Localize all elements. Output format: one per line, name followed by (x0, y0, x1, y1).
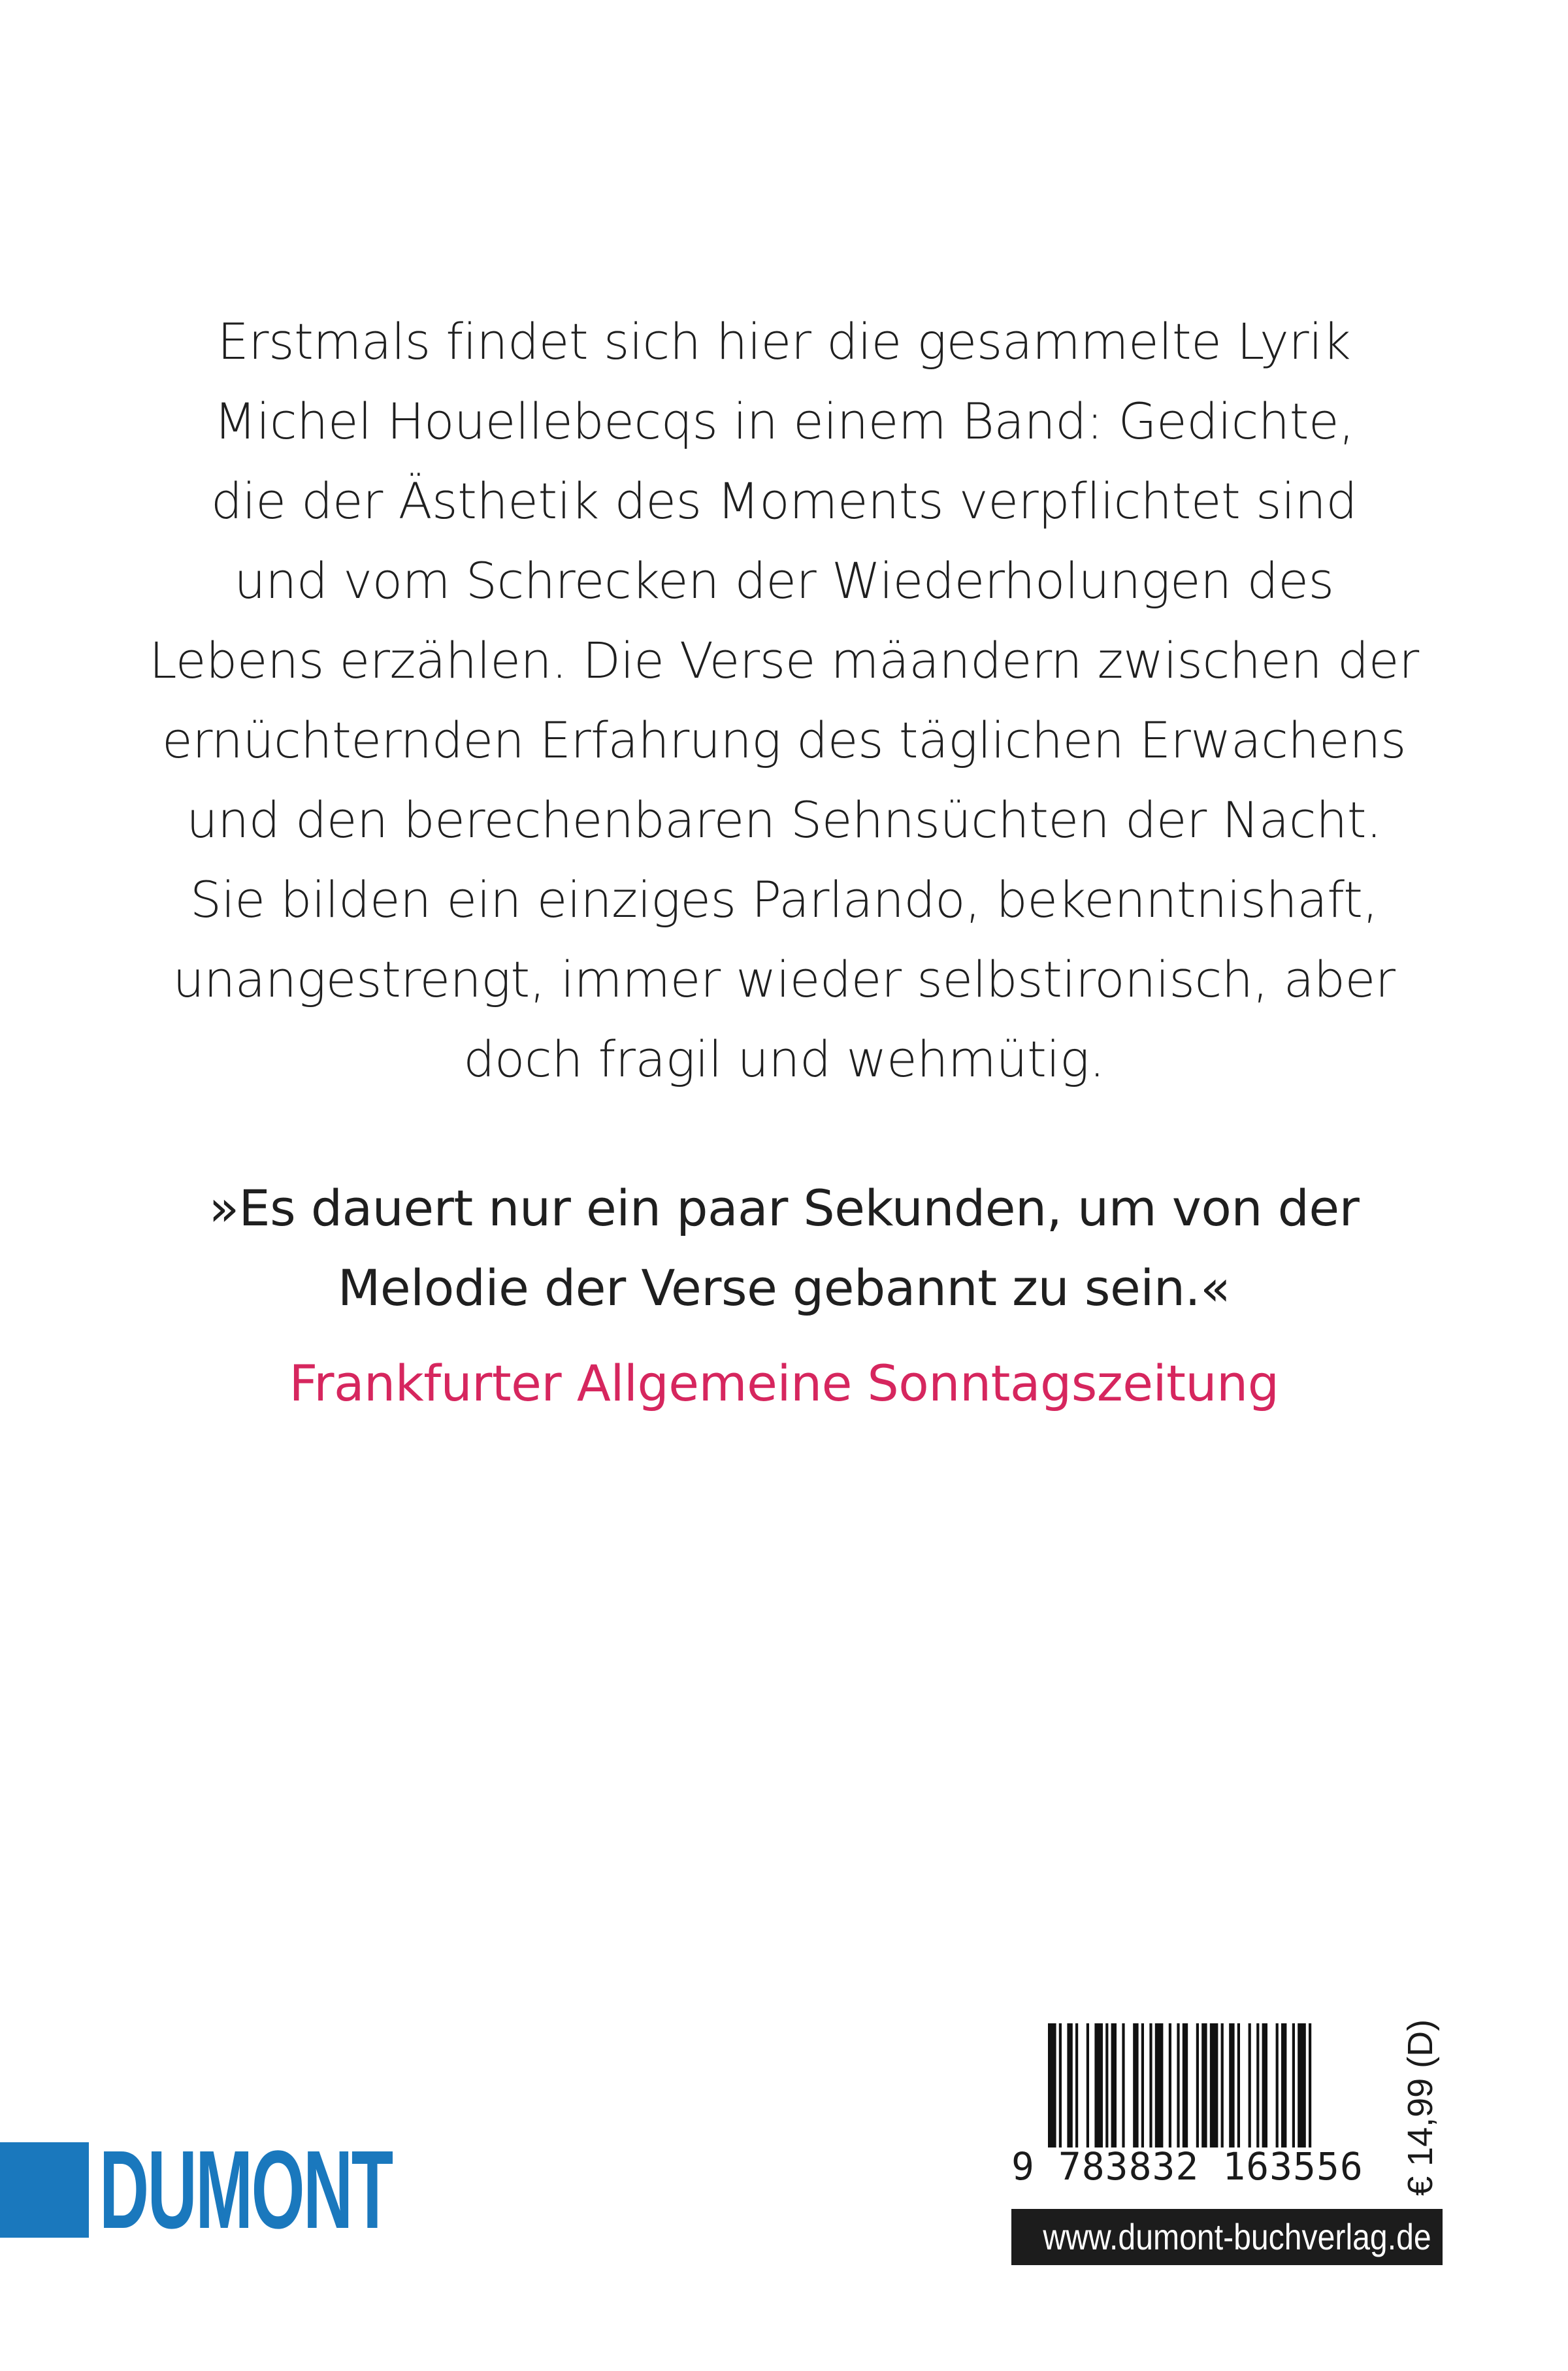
publisher-logo: DUMONT (99, 2128, 392, 2252)
blurb-line: Lebens erzählen. Die Verse mäandern zwischen der (149, 631, 1419, 689)
price-label: € 14,99 (D) (1401, 2019, 1440, 2196)
blurb-line: Michel Houellebecqs in einem Band: Gedichte, (214, 392, 1354, 450)
publisher-url-text: www.dumont-buchverlag.de (1043, 2216, 1431, 2257)
quote-line: Melodie der Verse gebannt zu sein.« (337, 1259, 1231, 1317)
price-label-wrap (1399, 2019, 1441, 2196)
publisher-url[interactable] (1011, 2209, 1443, 2265)
blurb-line: ernüchternden Erfahrung des täglichen Erwachens (162, 711, 1406, 769)
blurb-line: Erstmals findet sich hier die gesammelte Lyrik (217, 312, 1351, 371)
blurb-line: die der Ästhetik des Moments verpflichtet sind (210, 472, 1358, 530)
quote-line: »Es dauert nur ein paar Sekunden, um von der (208, 1179, 1360, 1237)
blurb-line: Sie bilden ein einziges Parlando, bekenntnishaft, (189, 870, 1379, 929)
blurb-line: doch fragil und wehmütig. (463, 1030, 1105, 1088)
isbn-number: 9 783832 163556 (1011, 2144, 1364, 2189)
barcode-icon (1045, 2023, 1398, 2147)
quote-source: Frankfurter Allgemeine Sonntagszeitung (289, 1354, 1279, 1412)
blurb-line: unangestrengt, immer wieder selbstironisch, aber (172, 950, 1396, 1008)
publisher-logo-bar (0, 2142, 89, 2238)
blurb-text (0, 302, 1568, 1099)
review-quote (0, 1169, 1568, 1328)
blurb-line: und den berechenbaren Sehnsüchten der Nacht. (186, 791, 1382, 849)
blurb-line: und vom Schrecken der Wiederholungen des (234, 552, 1334, 610)
